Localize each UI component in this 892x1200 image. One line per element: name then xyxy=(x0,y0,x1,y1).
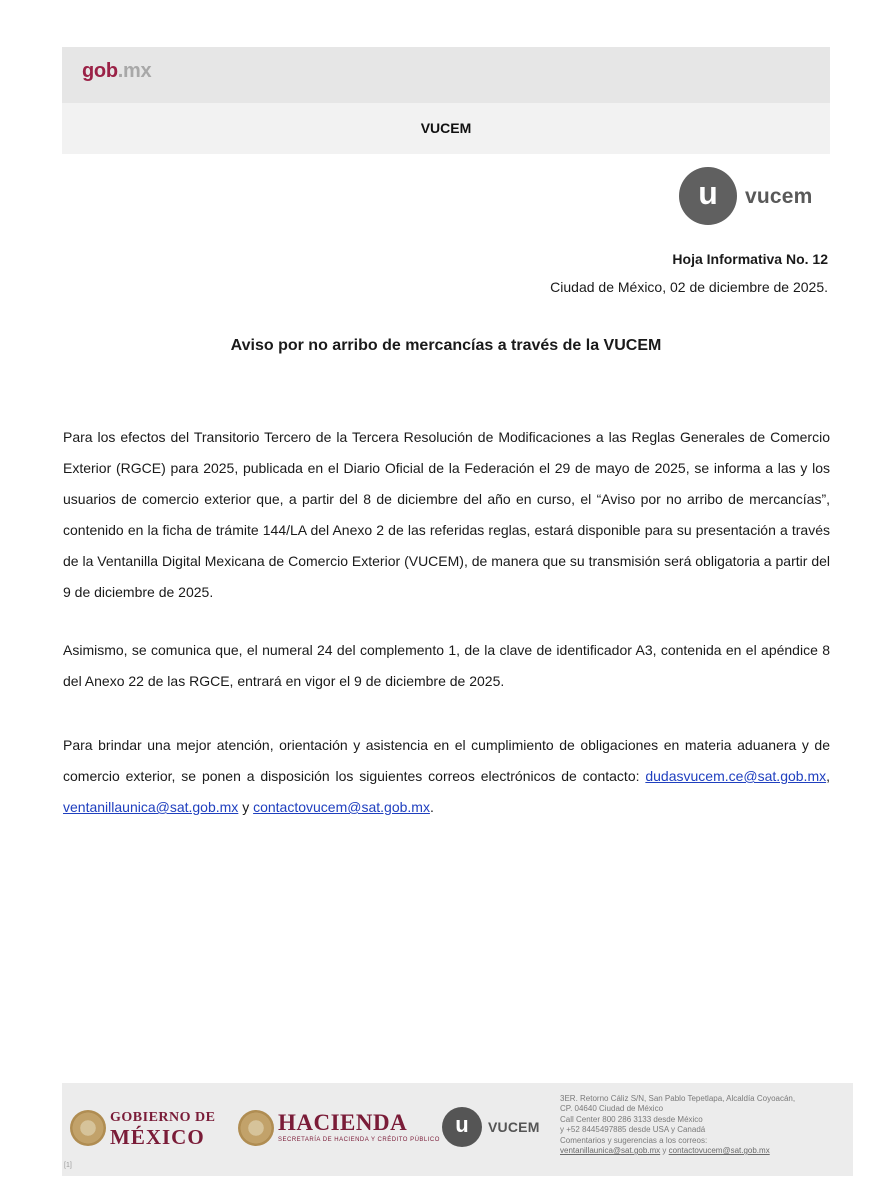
document-title: Aviso por no arribo de mercancías a través de la VUCEM xyxy=(230,337,662,354)
gob-header-bar xyxy=(62,47,830,103)
gob-logo-line2: MÉXICO xyxy=(110,1125,205,1149)
vucem-logo xyxy=(679,167,839,227)
footer-phone-line: y +52 8445497885 desde USA y Canadá xyxy=(560,1125,706,1135)
paragraph-3 xyxy=(63,730,830,823)
separator: y xyxy=(238,799,254,815)
bulletin-number: Hoja Informativa No. 12 xyxy=(672,251,828,267)
hacienda-logo-line1: HACIENDA xyxy=(278,1110,408,1135)
mexico-seal-icon xyxy=(70,1110,106,1146)
gob-logo-line1: GOBIERNO DE xyxy=(110,1110,216,1125)
footer-email-contactovucem[interactable]: contactovucem@sat.gob.mx xyxy=(668,1146,770,1156)
footer-comments-line: Comentarios y sugerencias a los correos: xyxy=(560,1135,708,1145)
email-link-dudasvucem[interactable]: dudasvucem.ce@sat.gob.mx xyxy=(645,768,827,784)
hacienda-seal-icon xyxy=(238,1110,274,1146)
footer-vucem-logo xyxy=(442,1107,552,1151)
footer xyxy=(62,1083,853,1176)
gob-logo-text: gob xyxy=(82,60,118,82)
email-link-ventanillaunica[interactable]: ventanillaunica@sat.gob.mx xyxy=(63,799,239,815)
gob-mx-logo[interactable] xyxy=(82,60,151,83)
subheader-title: VUCEM xyxy=(420,120,472,136)
footer-address-line: 3ER. Retorno Cáliz S/N, San Pablo Tepetlapa, Alcaldía Coyoacán, xyxy=(560,1094,796,1103)
footer-phone-line: Call Center 800 286 3133 desde México xyxy=(560,1114,703,1124)
vucem-u-icon: u xyxy=(679,167,737,225)
paragraph-3-text: Para brindar una mejor atención, orientación y asistencia en el cumplimiento de obligaciones en materia aduanera y de comercio exterior, se ponen a disposición los siguientes correos electrónicos de contacto: xyxy=(63,737,830,784)
footer-separator: y xyxy=(660,1146,669,1156)
footer-vucem-word: VUCEM xyxy=(488,1119,540,1135)
bulletin-date: Ciudad de México, 02 de diciembre de 2025. xyxy=(550,279,828,295)
vucem-subheader-bar xyxy=(62,103,830,154)
separator: , xyxy=(826,768,830,784)
period: . xyxy=(429,799,434,815)
footer-address-line: CP. 04640 Ciudad de México xyxy=(560,1104,664,1114)
footer-contact-info xyxy=(560,1094,845,1156)
email-link-contactovucem[interactable]: contactovucem@sat.gob.mx xyxy=(253,799,430,815)
hacienda-logo xyxy=(278,1111,440,1143)
page-marker: [1] xyxy=(64,1162,72,1169)
paragraph-2: Asimismo, se comunica que, el numeral 24 del complemento 1, de la clave de identificador A3, contenida en el apéndice 8 del Anexo 22 de las RGCE, entrará en vigor el 9 de diciembre de 2025. xyxy=(63,642,830,689)
footer-emails-line xyxy=(560,1146,845,1156)
paragraph-1: Para los efectos del Transitorio Tercero de la Tercera Resolución de Modificaciones a las Reglas Generales de Comercio Exterior (RGCE) para 2025, publicada en el Diario Oficial de la Federación el 29 de mayo de 2025, se informa a las y los usuarios de comercio exterior que, a partir del 8 de diciembre del año en curso, el “Aviso por no arribo de mercancías”, contenido en la ficha de trámite 144/LA del Anexo 2 de las referidas reglas, estará disponible para su presentación a través de la Ventanilla Digital Mexicana de Comercio Exterior (VUCEM), de manera que su transmisión será obligatoria a partir del 9 de diciembre de 2025. xyxy=(63,429,830,600)
gobierno-de-mexico-logo xyxy=(110,1111,215,1148)
vucem-logo-word: vucem xyxy=(745,185,813,208)
footer-email-ventanillaunica[interactable]: ventanillaunica@sat.gob.mx xyxy=(560,1146,661,1156)
footer-vucem-u-icon: u xyxy=(442,1107,482,1147)
gob-logo-suffix: .mx xyxy=(117,60,152,82)
hacienda-logo-line2: SECRETARÍA DE HACIENDA Y CRÉDITO PÚBLICO xyxy=(278,1137,440,1143)
